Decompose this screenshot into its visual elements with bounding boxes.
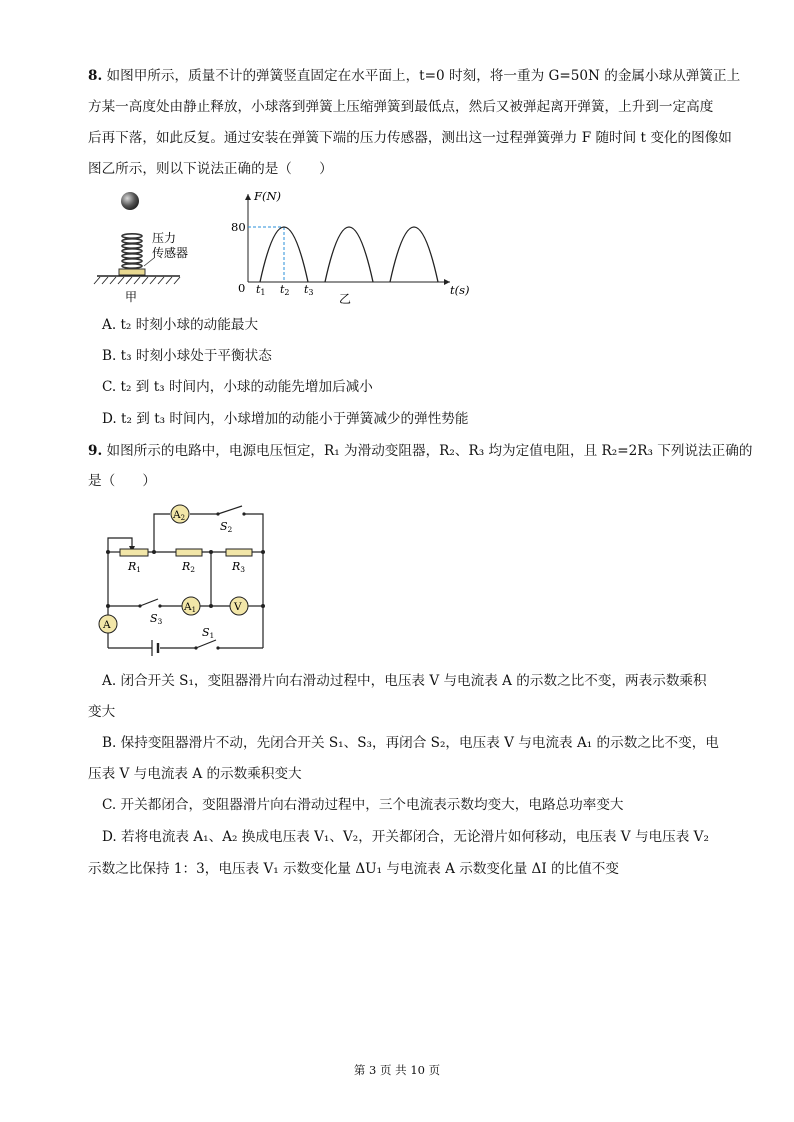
r2-label: R2 bbox=[182, 560, 196, 574]
q8-line-2: 方某一高度处由静止释放，小球落到弹簧上压缩弹簧到最低点，然后又被弹起离开弹簧，上升到一定高度 bbox=[88, 99, 714, 115]
q8-option-b: B. t₃ 时刻小球处于平衡状态 bbox=[102, 348, 272, 364]
r1-label: R1 bbox=[128, 560, 142, 574]
s1-label: S1 bbox=[202, 626, 215, 640]
q9-line-2: 是（ ） bbox=[88, 473, 156, 489]
q9-option-b-2: 压表 V 与电流表 A 的示数乘积变大 bbox=[88, 766, 302, 782]
force-curve-2 bbox=[325, 227, 373, 282]
q9-option-c: C. 开关都闭合，变阻器滑片向右滑动过程中，三个电流表示数均变大，电路总功率变大 bbox=[102, 797, 624, 813]
sensor-label-1: 压力 bbox=[152, 231, 177, 245]
q8-option-d: D. t₂ 到 t₃ 时间内，小球增加的动能小于弹簧减少的弹性势能 bbox=[102, 411, 469, 427]
resistor-r1 bbox=[120, 549, 148, 556]
origin-label: 0 bbox=[238, 281, 246, 295]
y-tick-80: 80 bbox=[231, 220, 246, 234]
q8-number: 8. bbox=[88, 68, 103, 84]
voltmeter-v-label: V bbox=[234, 601, 242, 613]
t1-label: t1 bbox=[256, 283, 266, 297]
ammeter-a2-label: A2 bbox=[173, 509, 186, 522]
figure-jia-caption: 甲 bbox=[125, 290, 138, 304]
pressure-sensor bbox=[119, 269, 145, 275]
ammeter-a1-label: A1 bbox=[184, 601, 197, 614]
q8-line-3: 后再下落，如此反复。通过安装在弹簧下端的压力传感器，测出这一过程弹簧弹力 F 随时间 t 变化的图像如 bbox=[88, 130, 732, 146]
spring bbox=[122, 234, 142, 268]
q9-option-d-1: D. 若将电流表 A₁、A₂ 换成电压表 V₁、V₂，开关都闭合，无论滑片如何移动，电压表 V 与电压表 V₂ bbox=[102, 829, 709, 845]
q8-line-4: 图乙所示，则以下说法正确的是（ ） bbox=[88, 161, 333, 177]
s2-label: S2 bbox=[220, 520, 233, 534]
ground-hatch bbox=[94, 277, 180, 284]
y-axis-label: F(N) bbox=[254, 189, 282, 203]
q8-option-a: A. t₂ 时刻小球的动能最大 bbox=[102, 317, 259, 333]
ammeter-a-label: A bbox=[103, 619, 111, 631]
t2-label: t2 bbox=[280, 283, 290, 297]
q9-line-1 bbox=[88, 441, 752, 461]
force-curve-3 bbox=[390, 227, 438, 282]
q9-number: 9. bbox=[88, 443, 103, 459]
q9-option-d-2: 示数之比保持 1：3，电压表 V₁ 示数变化量 ΔU₁ 与电流表 A 示数变化量 ΔI 的比值不变 bbox=[88, 861, 619, 877]
circuit-diagram bbox=[96, 500, 276, 656]
resistor-r2 bbox=[176, 549, 202, 556]
q9-option-a-1: A. 闭合开关 S₁，变阻器滑片向右滑动过程中，电压表 V 与电流表 A 的示数之比不变，两表示数乘积 bbox=[102, 673, 707, 689]
resistor-r3 bbox=[226, 549, 252, 556]
t3-label: t3 bbox=[304, 283, 314, 297]
figure-yi-caption: 乙 bbox=[339, 292, 352, 304]
q9-option-a-2: 变大 bbox=[88, 704, 116, 720]
q8-option-c: C. t₂ 到 t₃ 时间内，小球的动能先增加后减小 bbox=[102, 379, 373, 395]
figure-yi-force-time-graph bbox=[228, 186, 476, 304]
q8-text-1: 如图甲所示，质量不计的弹簧竖直固定在水平面上，t=0 时刻，将一重为 G=50N 的金属小球从弹簧正上 bbox=[102, 68, 741, 84]
x-axis-label: t(s) bbox=[450, 283, 470, 297]
r3-label: R3 bbox=[232, 560, 246, 574]
metal-ball bbox=[121, 192, 139, 210]
q8-line-1 bbox=[88, 66, 740, 86]
q9-option-b-1: B. 保持变阻器滑片不动，先闭合开关 S₁、S₃，再闭合 S₂，电压表 V 与电流表 A₁ 的示数之比不变，电 bbox=[102, 735, 719, 751]
q9-text-1: 如图所示的电路中，电源电压恒定，R₁ 为滑动变阻器，R₂、R₃ 均为定值电阻，且 R₂=2R₃ 下列说法正确的 bbox=[102, 443, 753, 459]
sensor-label-2: 传感器 bbox=[152, 246, 189, 260]
page-footer: 第 3 页 共 10 页 bbox=[353, 1063, 441, 1077]
figure-jia bbox=[92, 188, 202, 308]
s3-label: S3 bbox=[150, 612, 163, 626]
